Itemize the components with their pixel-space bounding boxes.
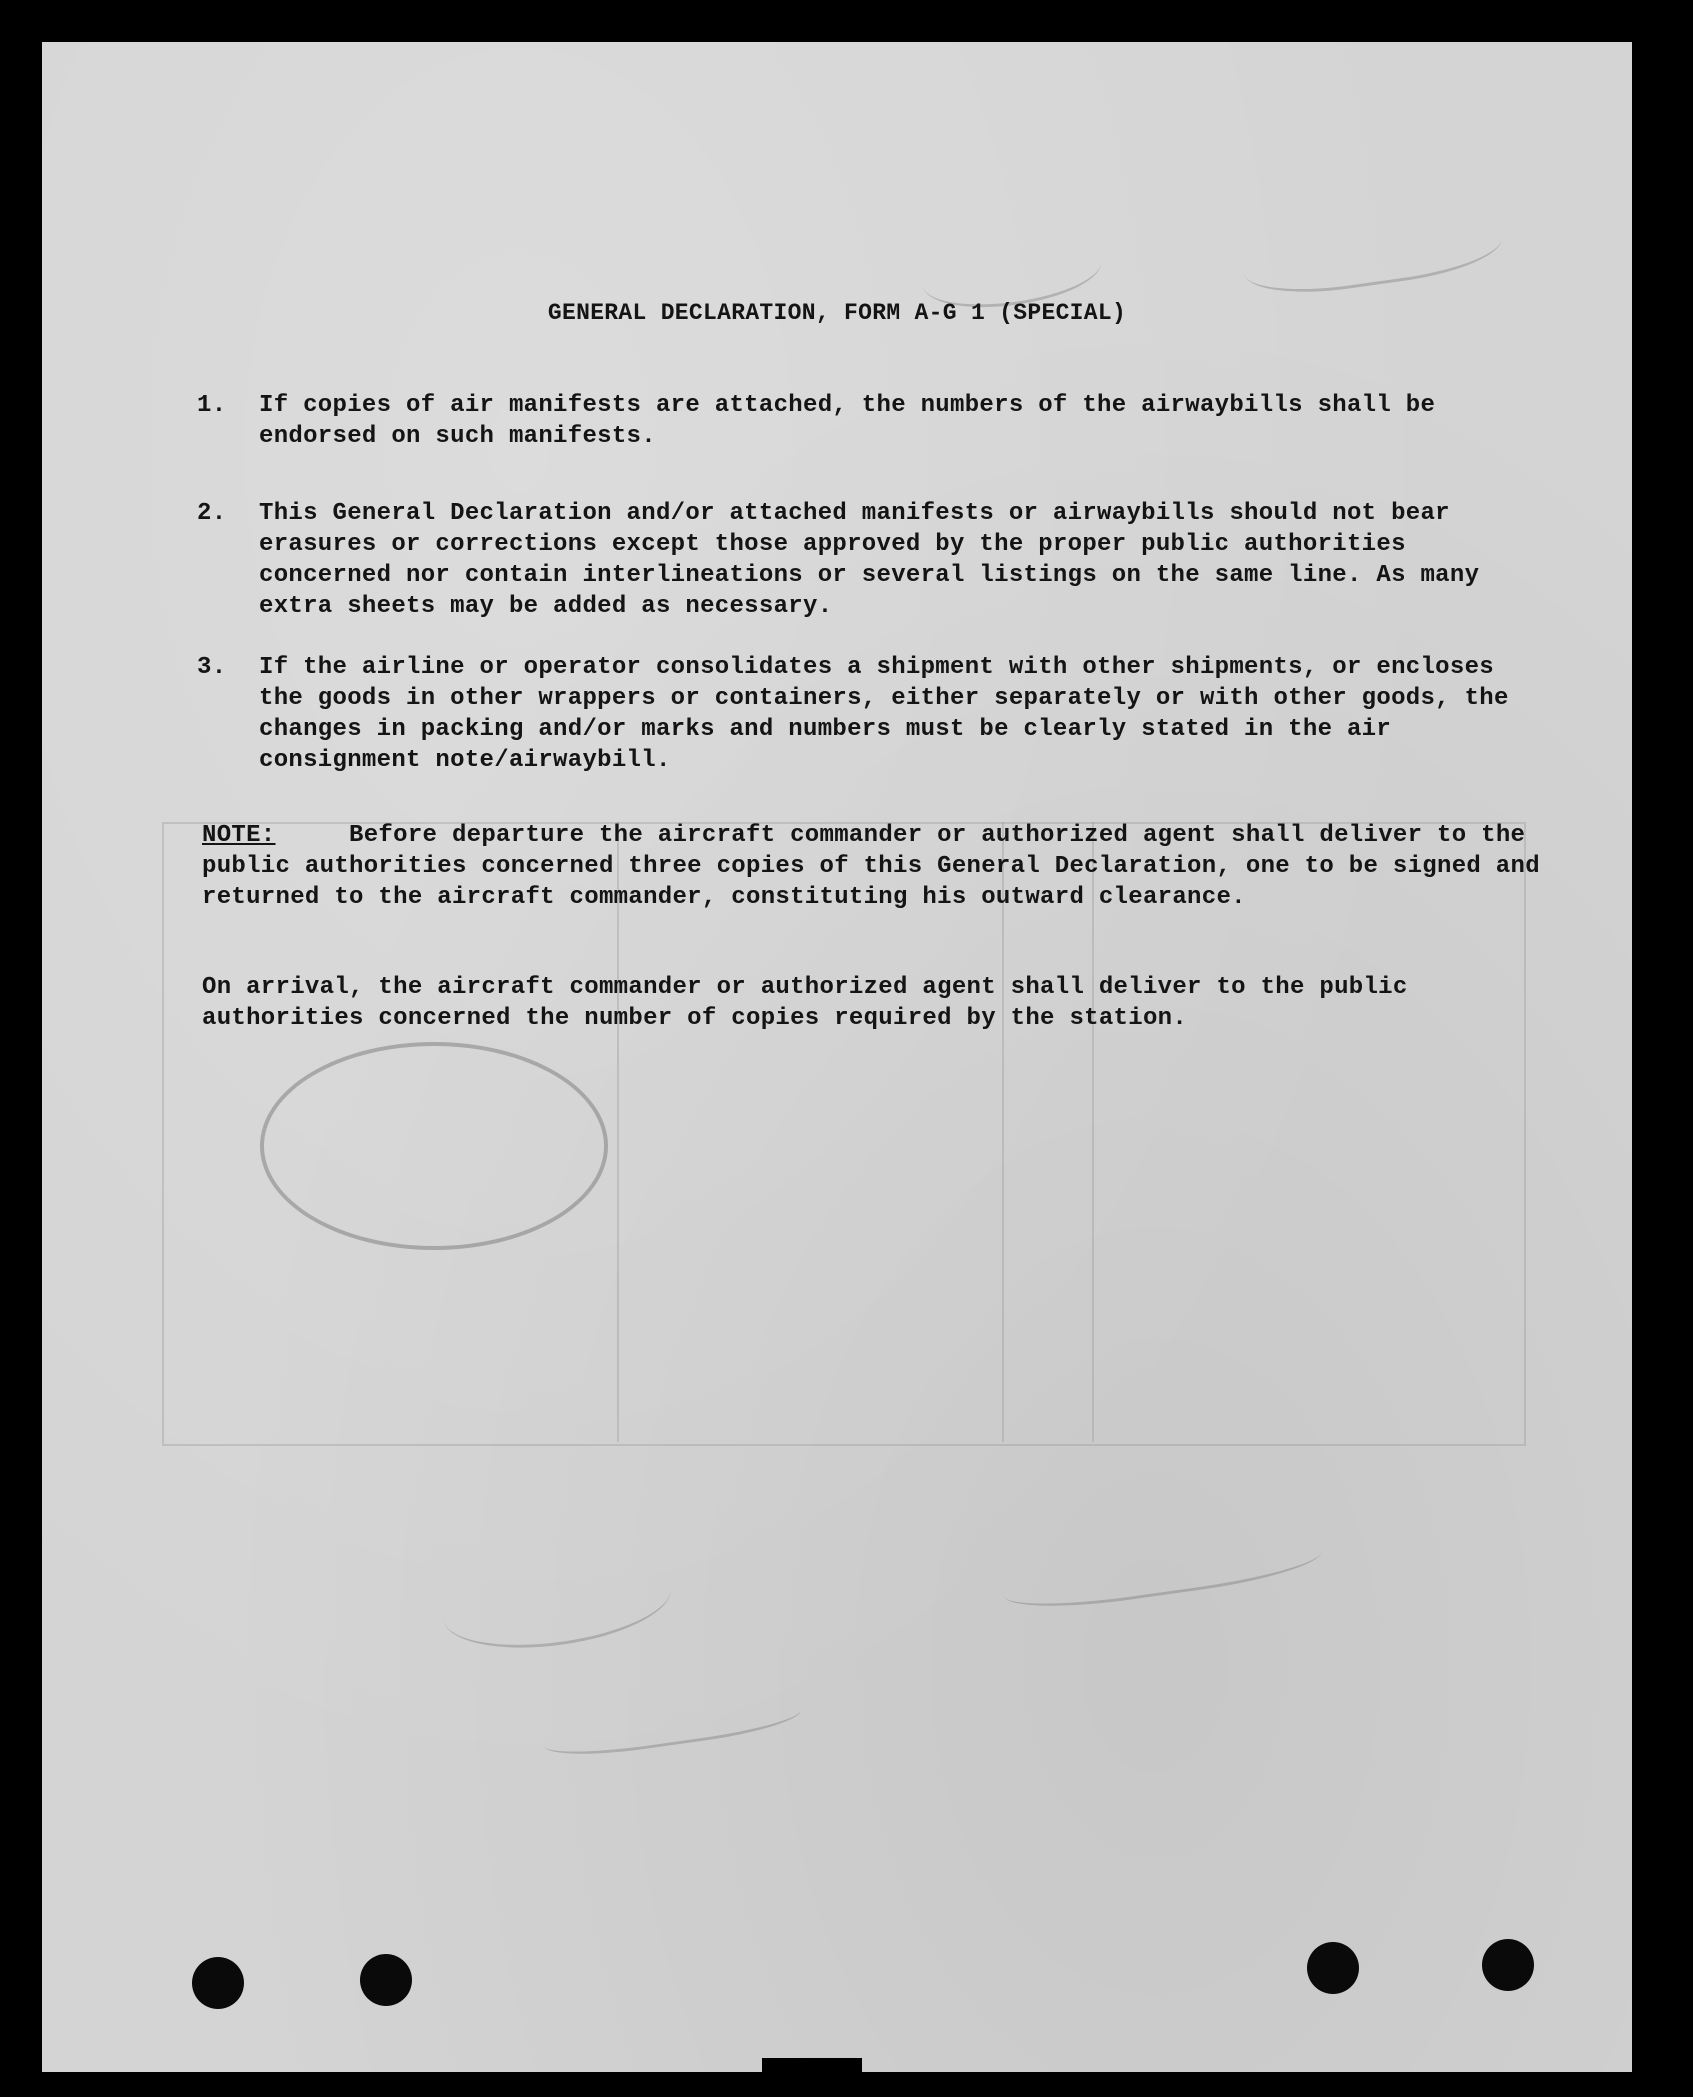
item-number: 3. — [197, 654, 227, 681]
declaration-text — [42, 42, 1632, 2072]
punch-hole — [192, 1957, 244, 2009]
document-page — [42, 42, 1632, 2072]
note-text: Before departure the aircraft commander or authorized agent shall deliver to the public authorities concerned three copies of this General Declaration, one to be signed and returned to the aircraft commander, constituting his outward clearance. — [202, 822, 1540, 911]
note-paragraph — [202, 820, 1557, 913]
punch-hole — [1482, 1939, 1534, 1991]
note-label: NOTE: — [202, 822, 276, 849]
punch-hole — [360, 1954, 412, 2006]
item-text: This General Declaration and/or attached manifests or airwaybills should not bear erasures or corrections except those approved by the proper public authorities concerned nor contain interlineations or several listings on the same line. As many extra sheets may be added as necessary. — [259, 500, 1480, 620]
item-number: 2. — [197, 500, 227, 527]
item-text: If copies of air manifests are attached, the numbers of the airwaybills shall be endorsed on such manifests. — [259, 392, 1436, 450]
item-number: 1. — [197, 392, 227, 419]
page-tear — [762, 2058, 862, 2072]
arrival-paragraph: On arrival, the aircraft commander or authorized agent shall deliver to the public authorities concerned the number of copies required by the station. — [202, 974, 1408, 1032]
item-text: If the airline or operator consolidates a shipment with other shipments, or encloses the goods in other wrappers or containers, either separately or with other goods, the changes in packing and/or marks and numbers must be clearly stated in the air consignment note/airwaybill. — [259, 654, 1509, 774]
punch-hole — [1307, 1942, 1359, 1994]
page-title: GENERAL DECLARATION, FORM A-G 1 (SPECIAL) — [547, 300, 1127, 326]
